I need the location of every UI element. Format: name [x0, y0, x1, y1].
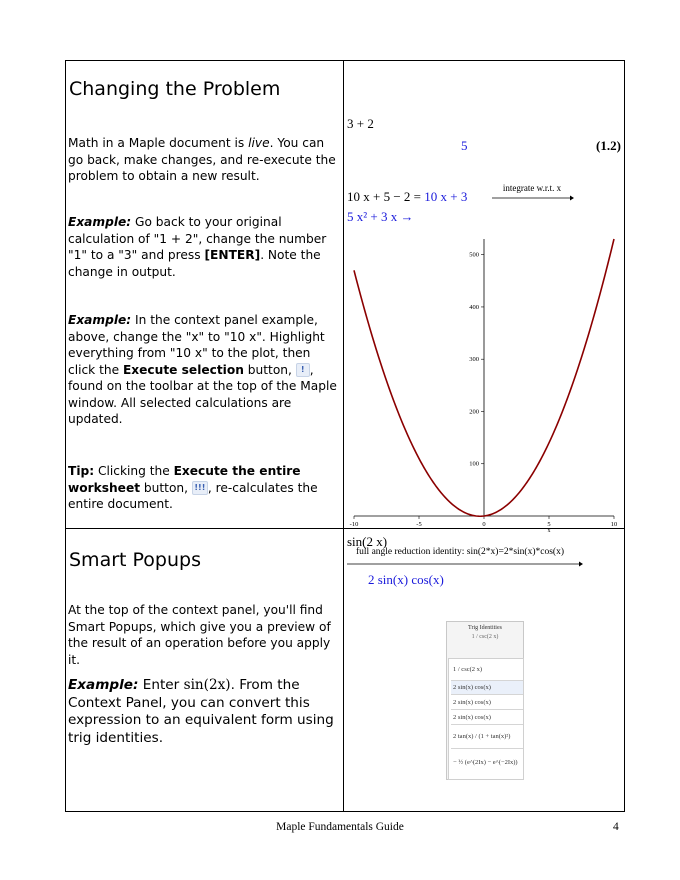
- popup-item[interactable]: 1 / csc(2 x): [451, 659, 523, 681]
- expr-rhs: 10 x + 3: [424, 189, 468, 204]
- page-number: 4: [613, 821, 619, 833]
- execute-selection-text: Execute selection: [122, 362, 244, 377]
- section2-cell: [66, 529, 344, 812]
- example2-text-end: , found on the toolbar at the top of the Maple window. All selected calculations are updated.: [68, 362, 337, 426]
- math-input-sin2x[interactable]: sin(2 x): [347, 534, 388, 549]
- example2-label: Example:: [68, 313, 132, 327]
- y-tick-label: 400: [469, 303, 479, 311]
- smart-popups-example: [68, 677, 340, 747]
- x-tick-label: -10: [349, 521, 359, 528]
- example3-math: sin(2x): [183, 677, 231, 693]
- identity-arrow: [347, 560, 583, 568]
- section1-title: Changing the Problem: [69, 78, 281, 100]
- example1-label: Example:: [68, 215, 132, 229]
- tip-label: Tip:: [68, 464, 95, 478]
- intro-text-end: . You can go back, make changes, and re-execute the problem to obtain a new result.: [68, 136, 336, 183]
- example1-text: Go back to your original calculation of "1 + 2", change the number "1" to a "3" and press: [68, 215, 327, 262]
- math-result-5: 5: [461, 138, 468, 153]
- popup-header-formula: 1 / csc(2 x): [471, 634, 499, 640]
- y-tick-label: 100: [469, 460, 479, 468]
- section1-intro: [68, 135, 340, 185]
- math1-cell: [344, 61, 625, 534]
- popup-title: Trig Identities: [468, 625, 502, 631]
- example2-paragraph: [68, 312, 340, 428]
- document-table: [65, 60, 625, 812]
- math-input-3plus2[interactable]: 3 + 2: [347, 116, 374, 131]
- example3-text-end: . From the Context Panel, you can convert this expression to an equivalent form using trig identities.: [68, 677, 334, 746]
- y-tick-label: 300: [469, 356, 479, 364]
- math2-cell: [344, 529, 625, 812]
- popup-list: [448, 658, 524, 780]
- integrate-arrow: [492, 194, 574, 202]
- smart-popups-intro: At the top of the context panel, you'll find Smart Popups, which give you a preview of the result of an operation before you apply it.: [68, 603, 331, 667]
- popup-item[interactable]: − ½ (e^(2Ix) − e^(−2Ix)): [453, 759, 518, 766]
- execute-selection-icon: !: [296, 363, 310, 377]
- intro-text: Math in a Maple document is: [68, 136, 249, 150]
- example1-text-end: . Note the change in output.: [68, 248, 321, 279]
- tip-text-mid: button,: [140, 480, 192, 495]
- x-tick-label: -5: [416, 521, 422, 528]
- intro-italic: live: [248, 136, 270, 150]
- example2-text-mid: button,: [243, 362, 296, 377]
- integrate-arrow-label: integrate w.r.t. x: [502, 183, 562, 193]
- example3-text: Enter: [138, 677, 184, 693]
- section2-title: Smart Popups: [69, 549, 201, 571]
- integral-result: 5 x² + 3 x →: [347, 209, 414, 224]
- enter-key-text: [ENTER]: [204, 248, 261, 262]
- tip-text: Clicking the: [94, 464, 174, 478]
- identity-result: 2 sin(x) cos(x): [368, 572, 444, 587]
- identity-arrow-label: full angle reduction identity: sin(2*x)=2*sin(x)*cos(x): [356, 547, 564, 557]
- x-tick-label: 10: [610, 521, 618, 528]
- x-axis-label: x: [547, 528, 551, 534]
- example1-paragraph: [68, 214, 340, 280]
- x-tick-label: 5: [547, 521, 551, 528]
- smart-popup-panel[interactable]: [446, 621, 524, 780]
- parabola-plot[interactable]: [344, 231, 624, 534]
- execute-worksheet-icon: !!!: [192, 481, 208, 495]
- x-tick-label: 0: [482, 521, 486, 528]
- y-tick-label: 500: [469, 251, 479, 259]
- popup-item[interactable]: 2 tan(x) / (1 + tan(x)²): [451, 725, 523, 749]
- math-expression-row[interactable]: [347, 189, 467, 205]
- example2-text: In the context panel example, above, change the "x" to "10 x". Highlight everything from "10 x" to the plot, then click the: [68, 313, 325, 377]
- y-tick-label: 200: [469, 408, 479, 416]
- popup-item[interactable]: 2 sin(x) cos(x): [451, 681, 523, 695]
- tip-paragraph: [68, 463, 340, 513]
- popup-item[interactable]: 2 sin(x) cos(x): [451, 710, 523, 725]
- expr-lhs: 10 x + 5 − 2 =: [347, 189, 425, 204]
- tip-text-end: , re-calculates the entire document.: [68, 480, 318, 511]
- section1-cell: [66, 61, 344, 529]
- popup-item[interactable]: 2 sin(x) cos(x): [451, 695, 523, 710]
- execute-worksheet-text: Execute the entire worksheet: [68, 464, 301, 495]
- footer-title: Maple Fundamentals Guide: [276, 821, 404, 833]
- equation-label: (1.2): [596, 138, 621, 153]
- example3-label: Example:: [68, 677, 139, 693]
